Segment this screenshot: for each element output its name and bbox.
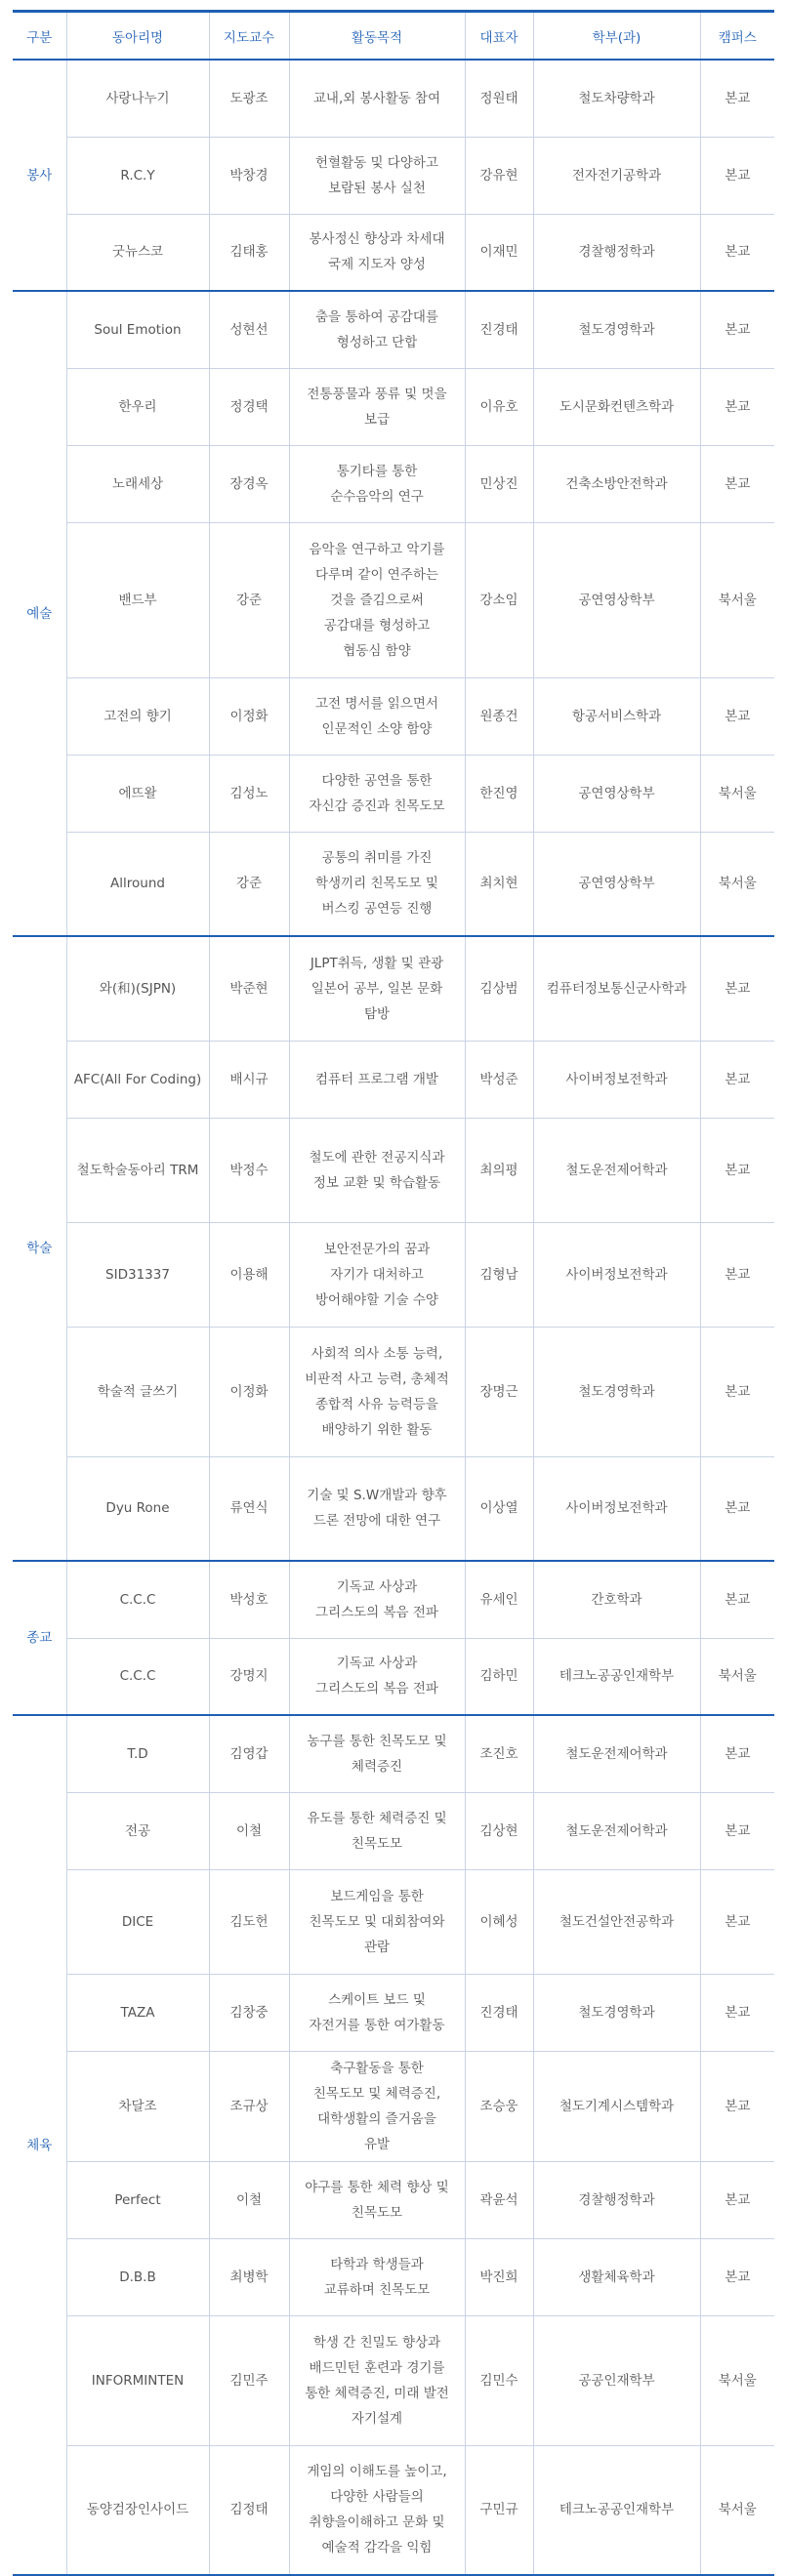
leader-cell: 박진희 [465,2238,533,2315]
department-cell: 도시문화컨텐츠학과 [533,368,700,445]
campus-cell: 본교 [700,1715,774,1792]
club-table [13,10,774,2576]
department-cell: 테크노공공인재학부 [533,1638,700,1715]
purpose-cell: JLPT취득, 생활 및 관광 일본어 공부, 일본 문화 탐방 [289,936,465,1041]
advisor-cell: 배시규 [209,1041,289,1118]
purpose-cell: 보안전문가의 꿈과 자기가 대처하고 방어해야할 기술 수양 [289,1222,465,1327]
department-cell: 철도운전제어학과 [533,1715,700,1792]
advisor-cell: 이정화 [209,1327,289,1456]
campus-cell: 북서울 [700,522,774,677]
campus-cell: 본교 [700,1327,774,1456]
campus-cell: 본교 [700,1222,774,1327]
advisor-cell: 박정수 [209,1118,289,1222]
purpose-cell: 농구를 통한 친목도모 및 체력증진 [289,1715,465,1792]
department-cell: 사이버정보전학과 [533,1456,700,1561]
table-row [13,522,774,677]
advisor-cell: 박성호 [209,1561,289,1638]
department-cell: 경찰행정학과 [533,2161,700,2238]
leader-cell: 이유호 [465,368,533,445]
advisor-cell: 김창중 [209,1974,289,2051]
club-name-cell: 에뜨왈 [66,755,209,832]
club-name-cell: 철도학술동아리 TRM [66,1118,209,1222]
campus-cell: 본교 [700,677,774,755]
advisor-cell: 이정화 [209,677,289,755]
leader-cell: 진경태 [465,291,533,368]
table-row [13,1118,774,1222]
header-leader: 대표자 [465,12,533,61]
purpose-cell: 기독교 사상과 그리스도의 복음 전파 [289,1638,465,1715]
campus-cell: 본교 [700,2161,774,2238]
header-purpose: 활동목적 [289,12,465,61]
campus-cell: 본교 [700,1561,774,1638]
campus-cell: 본교 [700,1792,774,1869]
table-row [13,755,774,832]
club-name-cell: Dyu Rone [66,1456,209,1561]
advisor-cell: 류연식 [209,1456,289,1561]
advisor-cell: 이철 [209,2161,289,2238]
purpose-cell: 전통풍물과 풍류 및 멋을 보급 [289,368,465,445]
table-row [13,368,774,445]
advisor-cell: 김정태 [209,2445,289,2575]
table-row [13,1715,774,1792]
leader-cell: 민상진 [465,445,533,522]
purpose-cell: 타학과 학생들과 교류하며 친목도모 [289,2238,465,2315]
leader-cell: 이재민 [465,214,533,291]
campus-cell: 본교 [700,1869,774,1974]
club-name-cell: C.C.C [66,1638,209,1715]
purpose-cell: 헌혈활동 및 다양하고 보람된 봉사 실천 [289,137,465,214]
leader-cell: 진경태 [465,1974,533,2051]
header-advisor: 지도교수 [209,12,289,61]
category-cell: 종교 [13,1561,66,1715]
purpose-cell: 야구를 통한 체력 향상 및 친목도모 [289,2161,465,2238]
leader-cell: 최치현 [465,832,533,936]
campus-cell: 본교 [700,368,774,445]
leader-cell: 장명근 [465,1327,533,1456]
table-row [13,137,774,214]
advisor-cell: 김도헌 [209,1869,289,1974]
department-cell: 컴퓨터정보통신군사학과 [533,936,700,1041]
purpose-cell: 철도에 관한 전공지식과 정보 교환 및 학습활동 [289,1118,465,1222]
purpose-cell: 보드게임을 통한 친목도모 및 대회참여와 관람 [289,1869,465,1974]
table-row [13,677,774,755]
table-row [13,2051,774,2161]
category-cell: 학술 [13,936,66,1561]
club-name-cell: 노래세상 [66,445,209,522]
club-name-cell: 고전의 향기 [66,677,209,755]
campus-cell: 본교 [700,1041,774,1118]
table-row [13,1456,774,1561]
table-row [13,291,774,368]
table-row [13,1222,774,1327]
department-cell: 사이버정보전학과 [533,1041,700,1118]
table-row [13,832,774,936]
advisor-cell: 김성노 [209,755,289,832]
campus-cell: 본교 [700,137,774,214]
purpose-cell: 공통의 취미를 가진 학생끼리 친목도모 및 버스킹 공연등 진행 [289,832,465,936]
leader-cell: 조승웅 [465,2051,533,2161]
campus-cell: 본교 [700,1118,774,1222]
club-name-cell: 동양검장인사이드 [66,2445,209,2575]
advisor-cell: 박창경 [209,137,289,214]
advisor-cell: 김민주 [209,2315,289,2445]
department-cell: 철도기계시스템학과 [533,2051,700,2161]
leader-cell: 김상범 [465,936,533,1041]
club-name-cell: 와(和)(SJPN) [66,936,209,1041]
department-cell: 공연영상학부 [533,755,700,832]
purpose-cell: 학생 간 친밀도 향상과 배드민턴 훈련과 경기를 통한 체력증진, 미래 발전 자기설계 [289,2315,465,2445]
purpose-cell: 음악을 연구하고 악기를 다루며 같이 연주하는 것을 즐김으로써 공감대를 형성하고 협동심 함양 [289,522,465,677]
advisor-cell: 김태홍 [209,214,289,291]
club-name-cell: Perfect [66,2161,209,2238]
table-row [13,1327,774,1456]
table-row [13,1869,774,1974]
leader-cell: 조진호 [465,1715,533,1792]
purpose-cell: 컴퓨터 프로그램 개발 [289,1041,465,1118]
advisor-cell: 김영갑 [209,1715,289,1792]
campus-cell: 본교 [700,2238,774,2315]
campus-cell: 본교 [700,60,774,137]
campus-cell: 본교 [700,2051,774,2161]
department-cell: 공연영상학부 [533,832,700,936]
table-row [13,936,774,1041]
category-cell: 체육 [13,1715,66,2575]
purpose-cell: 스케이트 보드 및 자전거를 통한 여가활동 [289,1974,465,2051]
campus-cell: 북서울 [700,1638,774,1715]
campus-cell: 북서울 [700,2445,774,2575]
department-cell: 철도경영학과 [533,1974,700,2051]
leader-cell: 강소임 [465,522,533,677]
club-name-cell: SID31337 [66,1222,209,1327]
department-cell: 사이버정보전학과 [533,1222,700,1327]
campus-cell: 북서울 [700,2315,774,2445]
advisor-cell: 도광조 [209,60,289,137]
leader-cell: 한진영 [465,755,533,832]
club-name-cell: Soul Emotion [66,291,209,368]
club-name-cell: 학술적 글쓰기 [66,1327,209,1456]
club-name-cell: INFORMINTEN [66,2315,209,2445]
purpose-cell: 교내,외 봉사활동 참여 [289,60,465,137]
advisor-cell: 박준현 [209,936,289,1041]
leader-cell: 이상열 [465,1456,533,1561]
advisor-cell: 강명지 [209,1638,289,1715]
advisor-cell: 이철 [209,1792,289,1869]
leader-cell: 곽윤석 [465,2161,533,2238]
campus-cell: 본교 [700,1974,774,2051]
purpose-cell: 사회적 의사 소통 능력, 비판적 사고 능력, 총체적 종합적 사유 능력등을 배양하기 위한 활동 [289,1327,465,1456]
table-body [13,60,774,2575]
table-row [13,2445,774,2575]
campus-cell: 본교 [700,936,774,1041]
club-name-cell: 전공 [66,1792,209,1869]
club-name-cell: 한우리 [66,368,209,445]
advisor-cell: 성현선 [209,291,289,368]
department-cell: 공연영상학부 [533,522,700,677]
table-row [13,1041,774,1118]
table-row [13,2161,774,2238]
department-cell: 생활체육학과 [533,2238,700,2315]
club-name-cell: T.D [66,1715,209,1792]
leader-cell: 정원태 [465,60,533,137]
table-row [13,1974,774,2051]
leader-cell: 이혜성 [465,1869,533,1974]
category-cell: 봉사 [13,60,66,291]
table-row [13,1638,774,1715]
leader-cell: 박성준 [465,1041,533,1118]
table-row [13,1561,774,1638]
campus-cell: 본교 [700,1456,774,1561]
club-name-cell: 차달조 [66,2051,209,2161]
club-name-cell: 밴드부 [66,522,209,677]
club-name-cell: R.C.Y [66,137,209,214]
campus-cell: 본교 [700,291,774,368]
purpose-cell: 고전 명서를 읽으면서 인문적인 소양 함양 [289,677,465,755]
club-name-cell: 사랑나누기 [66,60,209,137]
department-cell: 전자전기공학과 [533,137,700,214]
advisor-cell: 강준 [209,832,289,936]
leader-cell: 김하민 [465,1638,533,1715]
table-row [13,2238,774,2315]
department-cell: 철도경영학과 [533,1327,700,1456]
campus-cell: 북서울 [700,755,774,832]
club-name-cell: AFC(All For Coding) [66,1041,209,1118]
leader-cell: 강유현 [465,137,533,214]
purpose-cell: 기독교 사상과 그리스도의 복음 전파 [289,1561,465,1638]
leader-cell: 김상현 [465,1792,533,1869]
header-department: 학부(과) [533,12,700,61]
purpose-cell: 축구활동을 통한 친목도모 및 체력증진, 대학생활의 즐거움을 유발 [289,2051,465,2161]
advisor-cell: 정경택 [209,368,289,445]
advisor-cell: 조규상 [209,2051,289,2161]
club-name-cell: DICE [66,1869,209,1974]
advisor-cell: 장경옥 [209,445,289,522]
club-name-cell: 굿뉴스코 [66,214,209,291]
purpose-cell: 유도를 통한 체력증진 및 친목도모 [289,1792,465,1869]
purpose-cell: 기술 및 S.W개발과 향후 드론 전망에 대한 연구 [289,1456,465,1561]
table-row [13,214,774,291]
department-cell: 공공인재학부 [533,2315,700,2445]
department-cell: 테크노공공인재학부 [533,2445,700,2575]
advisor-cell: 이용해 [209,1222,289,1327]
campus-cell: 본교 [700,214,774,291]
table-row [13,1792,774,1869]
club-name-cell: C.C.C [66,1561,209,1638]
leader-cell: 구민규 [465,2445,533,2575]
header-category: 구분 [13,12,66,61]
header-row [13,12,774,61]
campus-cell: 북서울 [700,832,774,936]
leader-cell: 김형남 [465,1222,533,1327]
department-cell: 간호학과 [533,1561,700,1638]
department-cell: 철도운전제어학과 [533,1118,700,1222]
purpose-cell: 게임의 이해도를 높이고, 다양한 사람들의 취향을이해하고 문화 및 예술적 감각을 익힘 [289,2445,465,2575]
advisor-cell: 강준 [209,522,289,677]
header-campus: 캠퍼스 [700,12,774,61]
leader-cell: 김민수 [465,2315,533,2445]
department-cell: 철도차량학과 [533,60,700,137]
purpose-cell: 다양한 공연을 통한 자신감 증진과 친목도모 [289,755,465,832]
category-cell: 예술 [13,291,66,936]
department-cell: 철도경영학과 [533,291,700,368]
campus-cell: 본교 [700,445,774,522]
table-row [13,445,774,522]
department-cell: 항공서비스학과 [533,677,700,755]
purpose-cell: 통기타를 통한 순수음악의 연구 [289,445,465,522]
header-club-name: 동아리명 [66,12,209,61]
leader-cell: 최의평 [465,1118,533,1222]
club-name-cell: Allround [66,832,209,936]
purpose-cell: 봉사정신 향상과 차세대 국제 지도자 양성 [289,214,465,291]
table-row [13,60,774,137]
leader-cell: 유세인 [465,1561,533,1638]
department-cell: 건축소방안전학과 [533,445,700,522]
club-name-cell: D.B.B [66,2238,209,2315]
club-name-cell: TAZA [66,1974,209,2051]
department-cell: 경찰행정학과 [533,214,700,291]
purpose-cell: 춤을 통하여 공감대를 형성하고 단합 [289,291,465,368]
department-cell: 철도운전제어학과 [533,1792,700,1869]
advisor-cell: 최병학 [209,2238,289,2315]
department-cell: 철도건설안전공학과 [533,1869,700,1974]
leader-cell: 원종건 [465,677,533,755]
table-row [13,2315,774,2445]
